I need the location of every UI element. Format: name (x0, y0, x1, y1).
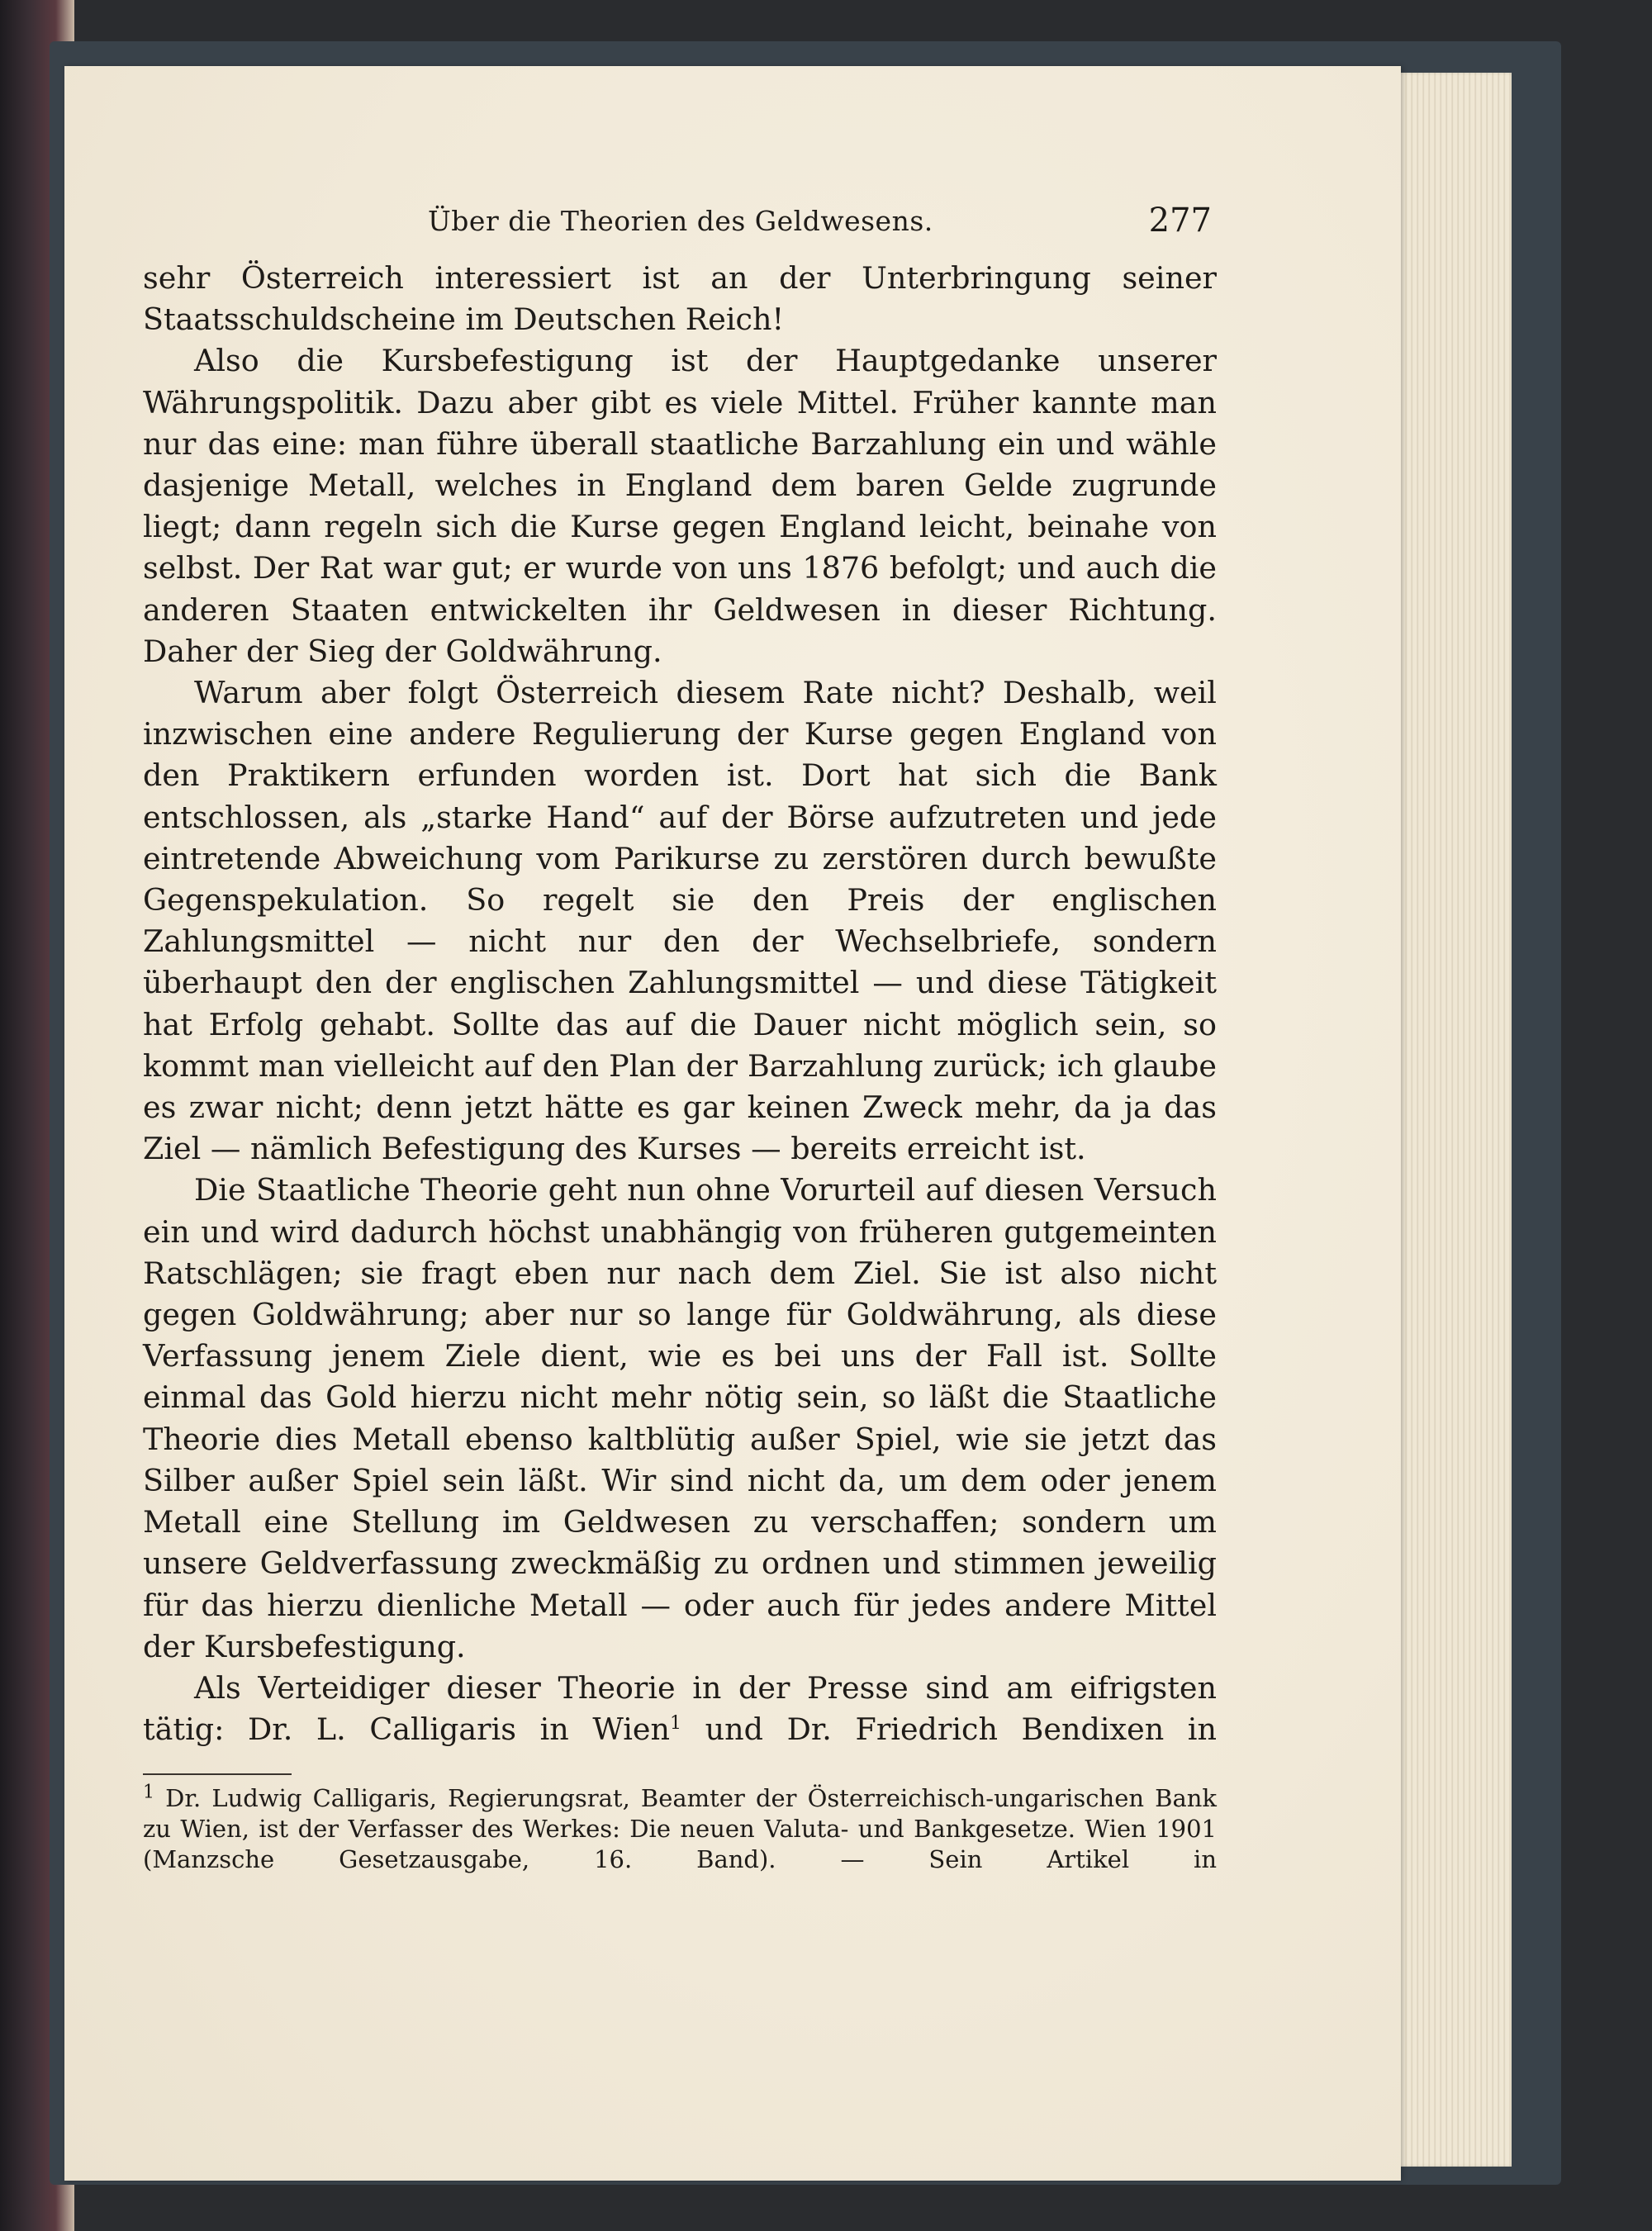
paragraph-5-text-end: und Dr. Friedrich Bendixen in (681, 1711, 1217, 1748)
footnote-text: Dr. Ludwig Calligaris, Regierungsrat, Beamter der Österreichisch-ungarischen Bank zu Wien, ist der Verfasser des Werkes: Die neuen Valuta- und Bankgesetze. Wien 1901 (Manzsche Gesetzausgabe, 16. Band). — Sein Artikel in (143, 1784, 1218, 1874)
page-header (143, 198, 1217, 258)
page-content (143, 198, 1217, 1875)
paragraph-5 (143, 1668, 1217, 1750)
page-stack-edge (1396, 73, 1512, 2167)
footnote-reference[interactable]: 1 (670, 1712, 682, 1734)
footnote-divider (143, 1773, 292, 1775)
footnote (143, 1783, 1217, 1875)
body-text (143, 258, 1217, 1750)
paragraph-1: sehr Österreich interessiert ist an der Unterbringung seiner Staatsschuldscheine im Deutschen Reich! (143, 260, 1217, 338)
paragraph-3: Warum aber folgt Österreich diesem Rate nicht? Deshalb, weil inzwischen eine andere Regulierung der Kurse gegen England von den Praktikern erfunden worden ist. Dort hat sich die Bank entschlossen, als „starke Hand“ auf der Börse aufzutreten und jede eintretende Abweichung vom Parikurse zu zerstören durch bewußte Gegenspekulation. So regelt sie den Preis der englischen Zahlungsmittel — nicht nur den der Wechselbriefe, sondern überhaupt den der englischen Zahlungsmittel — und diese Tätigkeit hat Erfolg gehabt. Sollte das auf die Dauer nicht möglich sein, so kommt man vielleicht auf den Plan der Barzahlung zurück; ich glaube es zwar nicht; denn jetzt hätte es gar keinen Zweck mehr, da ja das Ziel — nämlich Befestigung des Kurses — bereits erreicht ist. (143, 675, 1217, 1167)
footnote-marker: 1 (143, 1782, 154, 1803)
paragraph-4: Die Staatliche Theorie geht nun ohne Vorurteil auf diesen Versuch ein und wird dadurch höchst unabhängig von früheren gutgemeinten Ratschlägen; sie fragt eben nur nach dem Ziel. Sie ist also nicht gegen Goldwährung; aber nur so lange für Goldwährung, als diese Verfassung jenem Ziele dient, wie es bei uns der Fall ist. Sollte einmal das Gold hierzu nicht mehr nötig sein, so läßt die Staatliche Theorie dies Metall ebenso kaltblütig außer Spiel, wie sie jetzt das Silber außer Spiel sein läßt. Wir sind nicht da, um dem oder jenem Metall eine Stellung im Geldwesen zu verschaffen; sondern um unsere Geldverfassung zweckmäßig zu ordnen und stimmen jeweilig für das hierzu dienliche Metall — oder auch für jedes andere Mittel der Kursbefestigung. (143, 1172, 1217, 1664)
paragraph-2: Also die Kursbefestigung ist der Hauptgedanke unserer Währungspolitik. Dazu aber gibt es viele Mittel. Früher kannte man nur das eine: man führe überall staatliche Barzahlung ein und wähle dasjenige Metall, welches in England dem baren Gelde zugrunde liegt; dann regeln sich die Kurse gegen England leicht, beinahe von selbst. Der Rat war gut; er wurde von uns 1876 befolgt; und auch die anderen Staaten entwickelten ihr Geldwesen in dieser Richtung. Daher der Sieg der Goldwährung. (143, 343, 1217, 669)
paragraph-5-text-start: Als Verteidiger dieser Theorie in der Presse sind am eifrigsten tätig: Dr. L. Calligaris in Wien (143, 1669, 1217, 1748)
book-page (64, 66, 1401, 2181)
running-title: Über die Theorien des Geldwesens. (428, 205, 933, 237)
page-number: 277 (1148, 202, 1212, 240)
